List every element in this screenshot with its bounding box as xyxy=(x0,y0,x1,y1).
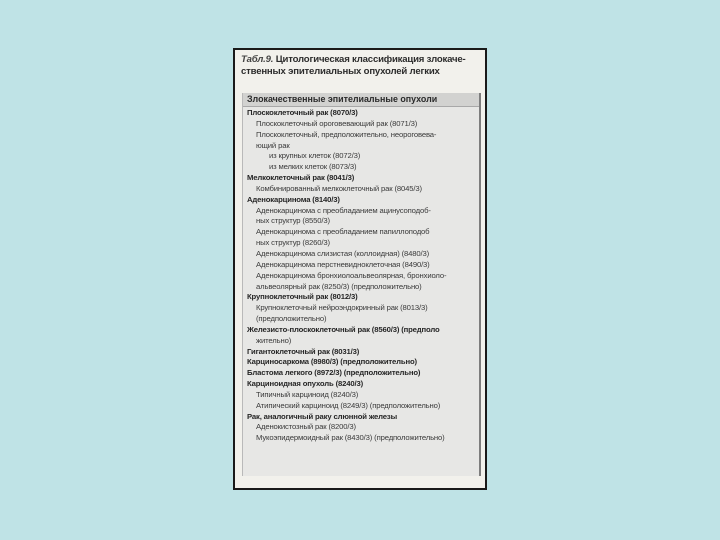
table-row-subtype: Плоскоклеточный, предположительно, неороговева- xyxy=(256,129,437,139)
table-row-category: Гигантоклеточный рак (8031/3) xyxy=(247,346,360,356)
table-row-subtype: из крупных клеток (8072/3) xyxy=(269,151,361,161)
caption-title-line1: Цитологическая классификация злокаче- xyxy=(275,54,466,65)
table-row-category: Аденокарцинома (8140/3) xyxy=(247,194,340,204)
document-scan xyxy=(233,48,487,490)
table-row-subtype: Атипический карциноид (8249/3) (предположительно) xyxy=(256,400,441,410)
table-row-subtype: из мелких клеток (8073/3) xyxy=(269,162,357,172)
table-row-subtype: ных структур (8260/3) xyxy=(256,238,330,248)
table-number: Табл.9. xyxy=(241,54,274,65)
table-row-subtype: Плоскоклеточный ороговевающий рак (8071/3) xyxy=(256,118,418,128)
table-header xyxy=(243,93,479,107)
table-row-subtype: Аденокистозный рак (8200/3) xyxy=(256,422,356,432)
caption-title-line2: ственных эпителиальных опухолей легких xyxy=(241,65,440,77)
table-row-subtype: Типичный карциноид (8240/3) xyxy=(256,389,359,399)
table-row-subtype: Аденокарцинома слизистая (коллоидная) (8480/3) xyxy=(256,248,430,258)
table-row-category: Плоскоклеточный рак (8070/3) xyxy=(247,108,358,117)
table-row-subtype: жительно) xyxy=(256,335,292,345)
table-row-category: Рак, аналогичный раку слюнной железы xyxy=(247,411,398,421)
classification-table xyxy=(242,93,481,476)
table-row-subtype: Аденокарцинома с преобладанием папиллоподоб xyxy=(256,227,430,237)
table-row-category: Карциносаркома (8980/3) (предположительно) xyxy=(247,357,417,367)
table-row-subtype: Крупноклеточный нейроэндокринный рак (8013/3) xyxy=(256,303,428,313)
table-row-subtype: ющий рак xyxy=(256,140,290,150)
table-row-category: Карциноидная опухоль (8240/3) xyxy=(247,379,364,389)
table-row-subtype: Мукоэпидермоидный рак (8430/3) (предположительно) xyxy=(256,433,445,443)
table-row-subtype: Аденокарцинома перстневидноклеточная (8490/3) xyxy=(256,259,430,269)
table-row-subtype: Аденокарцинома с преобладанием ацинусоподоб- xyxy=(256,205,431,215)
table-row-category: Крупноклеточный рак (8012/3) xyxy=(247,292,358,302)
table-row-category: Бластома легкого (8972/3) (предположительно) xyxy=(247,368,421,378)
table-caption xyxy=(241,54,479,77)
table-row-subtype: Комбинированный мелкоклеточный рак (8045/3) xyxy=(256,183,422,193)
table-row-subtype: (предположительно) xyxy=(256,314,327,324)
table-body xyxy=(243,108,479,444)
table-row-category: Железисто-плоскоклеточный рак (8560/3) (предполо xyxy=(247,324,440,334)
table-row-subtype: альвеолярный рак (8250/3) (предположительно) xyxy=(256,281,422,291)
table-row-subtype: Аденокарцинома бронхиолоальвеолярная, бронхиоло- xyxy=(256,270,447,280)
table-header-text: Злокачественные эпителиальные опухоли xyxy=(247,94,438,104)
table-row-subtype: ных структур (8550/3) xyxy=(256,216,330,226)
table-row-category: Мелкоклеточный рак (8041/3) xyxy=(247,173,355,183)
